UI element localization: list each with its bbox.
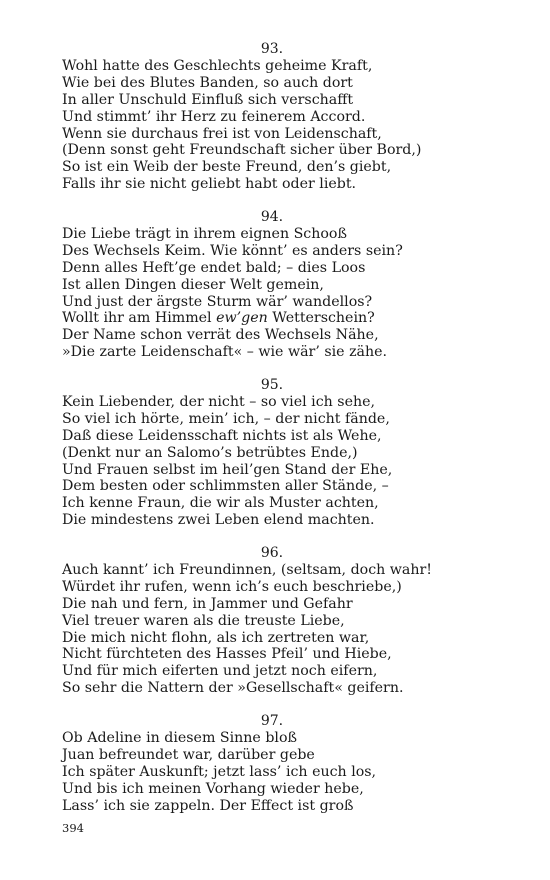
verse-line: (Denn sonst geht Freundschaft sicher über Bord,) xyxy=(62,142,422,159)
verse-line: Und bis ich meinen Vorhang wieder hebe, xyxy=(62,780,364,797)
stanza-number: 94. xyxy=(260,209,284,225)
verse-line: Auch kannt’ ich Freundinnen, (seltsam, doch wahr! xyxy=(62,562,433,578)
verse-line: Und für mich eiferten und jetzt noch eifern, xyxy=(62,663,378,680)
verse-line-end: Wetterschein? xyxy=(267,310,375,327)
verse-line: Lass’ ich sie zappeln. Der Effect ist groß xyxy=(62,797,354,814)
verse-line: Die nah und fern, in Jammer und Gefahr xyxy=(62,595,353,612)
verse-line: Ich kenne Fraun, die wir als Muster achten, xyxy=(62,495,379,512)
verse-line: Die mindestens zwei Leben elend machten. xyxy=(62,512,375,529)
verse-line: Ich später Auskunft; jetzt lass’ ich euch los, xyxy=(62,763,377,780)
stanza-94 xyxy=(62,209,502,361)
verse-line: Und stimmt’ ihr Herz zu feinerem Accord. xyxy=(62,108,366,125)
stanza-95 xyxy=(62,377,502,529)
page-number: 394 xyxy=(62,821,84,835)
verse-line: In aller Unschuld Einfluß sich verschafft xyxy=(62,91,354,108)
verse-line: Wie bei des Blutes Banden, so auch dort xyxy=(62,74,353,91)
verse-line: Und Frauen selbst im heil’gen Stand der Ehe, xyxy=(62,461,393,478)
verse-line: Wenn sie durchaus frei ist von Leidenschaft, xyxy=(62,125,382,142)
stanza-number: 93. xyxy=(260,41,284,57)
stanza-96 xyxy=(62,545,502,697)
verse-line: Ob Adeline in diesem Sinne bloß xyxy=(62,730,297,746)
verse-line: So ist ein Weib der beste Freund, den’s giebt, xyxy=(62,159,392,176)
emphasized-word: ew’gen xyxy=(216,310,268,327)
verse-line: Nicht fürchteten des Hasses Pfeil’ und Hiebe, xyxy=(62,646,392,663)
verse-line: Daß diese Leidensschaft nichts ist als Wehe, xyxy=(62,427,382,444)
verse-line: So viel ich hörte, mein’ ich, – der nicht fände, xyxy=(62,410,390,427)
verse-line: Die mich nicht flohn, als ich zertreten war, xyxy=(62,629,370,646)
verse-line: »Die zarte Leidenschaft« – wie wär’ sie zähe. xyxy=(62,344,388,361)
verse-line: Falls ihr sie nicht geliebt habt oder liebt. xyxy=(62,176,357,193)
verse-line: Der Name schon verrät des Wechsels Nähe, xyxy=(62,327,379,344)
stanza-93 xyxy=(62,41,502,193)
verse-line: Würdet ihr rufen, wenn ich’s euch beschriebe,) xyxy=(62,578,402,595)
verse-line: Wohl hatte des Geschlechts geheime Kraft, xyxy=(62,58,373,74)
verse-line: Juan befreundet war, darüber gebe xyxy=(62,746,315,763)
stanza-number: 97. xyxy=(260,713,284,729)
stanza-97 xyxy=(62,713,502,814)
verse-line: (Denkt nur an Salomo’s betrübtes Ende,) xyxy=(62,444,358,461)
stanza-number: 96. xyxy=(260,545,284,561)
verse-line: Denn alles Heft’ge endet bald; – dies Loos xyxy=(62,259,366,276)
verse-line-start: Wollt ihr am Himmel xyxy=(62,310,212,327)
verse-line: Des Wechsels Keim. Wie könnt’ es anders sein? xyxy=(62,242,403,259)
verse-line: Dem besten oder schlimmsten aller Stände, – xyxy=(62,478,389,495)
verse-line: So sehr die Nattern der »Gesellschaft« geifern. xyxy=(62,680,404,697)
verse-line: Kein Liebender, der nicht – so viel ich sehe, xyxy=(62,394,376,410)
verse-line: Die Liebe trägt in ihrem eignen Schooß xyxy=(62,226,347,242)
verse-line xyxy=(62,310,502,327)
verse-line: Ist allen Dingen dieser Welt gemein, xyxy=(62,276,324,293)
stanza-number: 95. xyxy=(260,377,284,393)
verse-line: Und just der ärgste Sturm wär’ wandellos? xyxy=(62,293,373,310)
verse-line: Viel treuer waren als die treuste Liebe, xyxy=(62,612,345,629)
